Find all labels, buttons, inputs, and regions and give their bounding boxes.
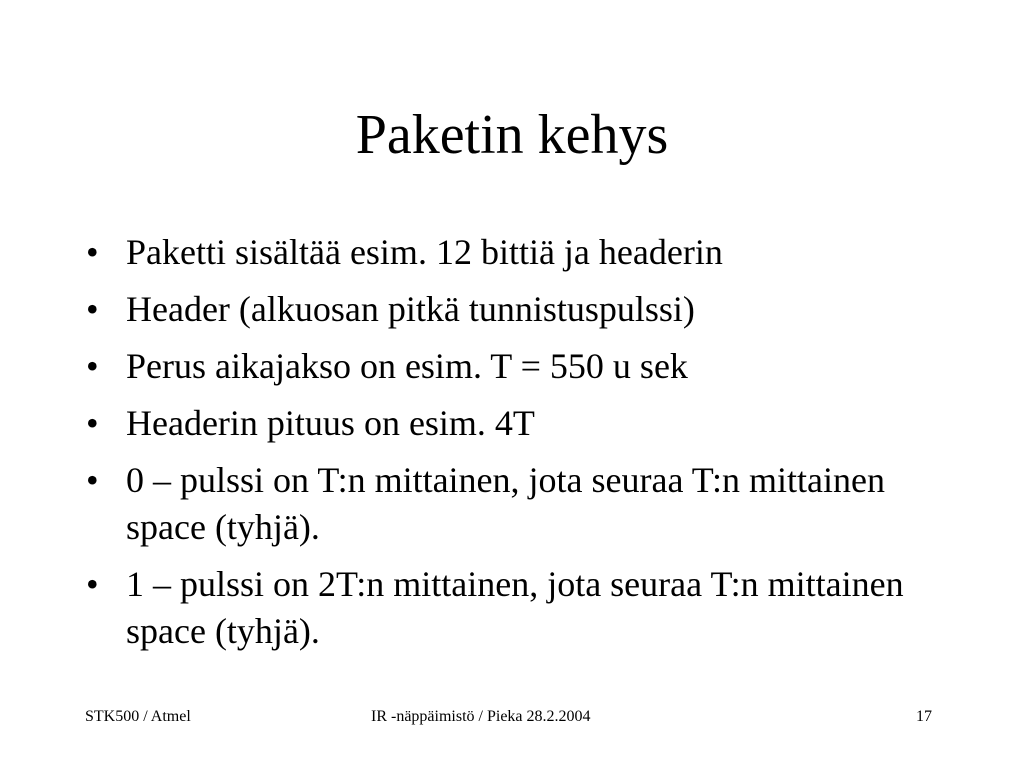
bullet-item <box>86 561 966 655</box>
bullet-icon: • <box>86 403 99 443</box>
bullet-text: Header (alkuosan pitkä tunnistuspulssi) <box>126 289 695 329</box>
bullet-text: 0 – pulssi on T:n mittainen, jota seuraa T:n mittainen space (tyhjä). <box>126 460 885 547</box>
bullet-item <box>86 286 966 333</box>
bullet-text: Paketti sisältää esim. 12 bittiä ja headerin <box>126 232 723 272</box>
bullet-item <box>86 457 966 551</box>
bullet-icon: • <box>86 564 99 604</box>
slide-title: Paketin kehys <box>355 104 669 166</box>
bullet-text: Perus aikajakso on esim. T = 550 u sek <box>126 346 688 386</box>
bullet-text: Headerin pituus on esim. 4T <box>126 403 535 443</box>
bullet-list <box>86 229 966 665</box>
bullet-icon: • <box>86 346 99 386</box>
bullet-icon: • <box>86 460 99 500</box>
bullet-icon: • <box>86 289 99 329</box>
page-number: 17 <box>916 708 932 725</box>
footer-center-text: IR -näppäimistö / Pieka 28.2.2004 <box>371 708 591 725</box>
bullet-item <box>86 343 966 390</box>
bullet-text: 1 – pulssi on 2T:n mittainen, jota seuraa T:n mittainen space (tyhjä). <box>126 564 904 651</box>
footer-left-text: STK500 / Atmel <box>85 708 191 725</box>
bullet-item <box>86 229 966 276</box>
bullet-icon: • <box>86 232 99 272</box>
bullet-item <box>86 400 966 447</box>
